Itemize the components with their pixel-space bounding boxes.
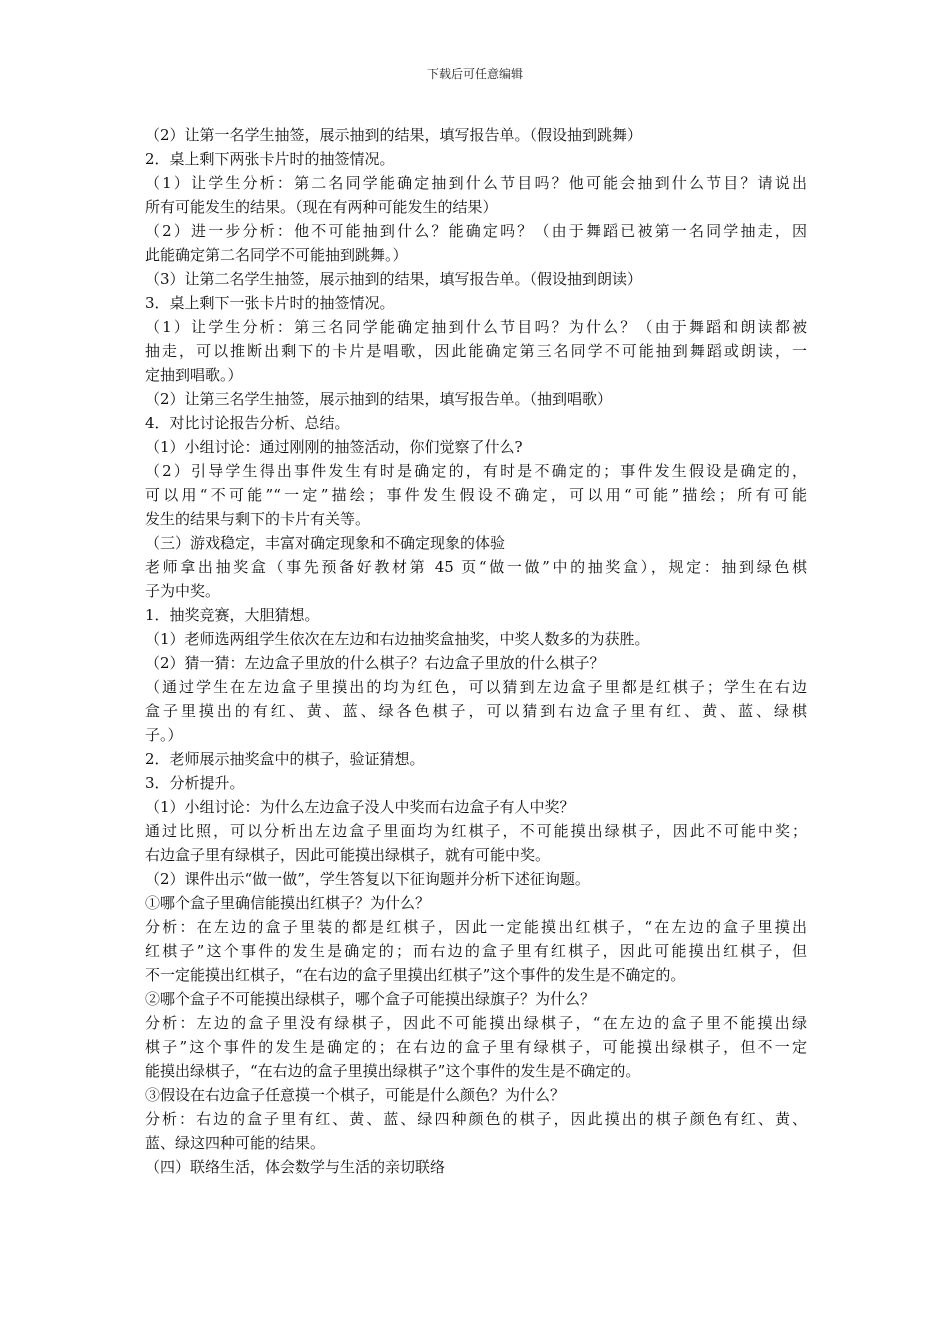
text-line: 通过比照，可以分析出左边盒子里面均为红棋子，不可能摸出绿棋子，因此不可能中奖； — [145, 822, 807, 840]
text-line: （2）课件出示“做一做”，学生答复以下征询题并分析下述征询题。 — [145, 870, 590, 888]
document-body — [145, 123, 807, 1179]
text-line: （1）小组讨论：为什么左边盒子没人中奖而右边盒子有人中奖？ — [145, 798, 575, 816]
text-line: （2）猜一猜：左边盒子里放的什么棋子？右边盒子里放的什么棋子？ — [145, 654, 605, 672]
text-line: 此能确定第二名同学不可能抽到跳舞。） — [145, 246, 408, 264]
text-line: 1．抽奖竞赛，大胆猜想。 — [145, 606, 320, 624]
text-line: 盒子里摸出的有红、黄、蓝、绿各色棋子，可以猜到右边盒子里有红、黄、蓝、绿棋 — [145, 702, 807, 720]
text-line: 子为中奖。 — [145, 582, 221, 600]
text-line: （1）老师选两组学生依次在左边和右边抽奖盒抽奖，中奖人数多的为获胜。 — [145, 630, 650, 648]
page-header: 下载后可任意编辑 — [426, 67, 523, 81]
text-line: 分析：右边的盒子里有红、黄、蓝、绿四种颜色的棋子，因此摸出的棋子颜色有红、黄、 — [145, 1110, 807, 1128]
text-line: 分析：在左边的盒子里装的都是红棋子，因此一定能摸出红棋子，“在左边的盒子里摸出 — [145, 918, 807, 936]
text-line: 子。） — [145, 726, 183, 744]
text-line: 所有可能发生的结果。（现在有两种可能发生的结果） — [145, 198, 498, 216]
text-line: 老师拿出抽奖盒（事先预备好教材第 45 页“做一做”中的抽奖盒），规定：抽到绿色棋 — [145, 558, 807, 576]
text-line: 3．桌上剩下一张卡片时的抽签情况。 — [145, 294, 395, 312]
text-line: 可以用“不可能”“一定”描绘；事件发生假设不确定，可以用“可能”描绘；所有可能 — [145, 486, 807, 504]
text-line: 右边盒子里有绿棋子，因此可能摸出绿棋子，就有可能中奖。 — [145, 846, 551, 864]
text-line: 蓝、绿这四种可能的结果。 — [145, 1134, 326, 1152]
text-line: （1）小组讨论：通过刚刚的抽签活动，你们觉察了什么? — [145, 438, 523, 456]
text-line: 发生的结果与剩下的卡片有关等。 — [145, 510, 371, 528]
text-line: ③假设在右边盒子任意摸一个棋子，可能是什么颜色？为什么？ — [145, 1086, 566, 1104]
text-line: （三）游戏稳定，丰富对确定现象和不确定现象的体验 — [145, 534, 506, 552]
text-line: （通过学生在左边盒子里摸出的均为红色，可以猜到左边盒子里都是红棋子；学生在右边 — [145, 678, 807, 696]
text-line: （1）让学生分析：第三名同学能确定抽到什么节目吗？为什么？（由于舞蹈和朗读都被 — [145, 318, 807, 336]
text-line: （2）引导学生得出事件发生有时是确定的，有时是不确定的；事件发生假设是确定的， — [145, 462, 807, 480]
text-line: 红棋子”这个事件的发生是确定的；而右边的盒子里有红棋子，因此可能摸出红棋子，但 — [145, 942, 807, 960]
text-line: 定抽到唱歌。） — [145, 366, 243, 384]
text-line: （2）让第三名学生抽签，展示抽到的结果，填写报告单。（抽到唱歌） — [145, 390, 613, 408]
text-line: 3．分析提升。 — [145, 774, 245, 792]
text-line: 棋子”这个事件的发生是确定的；在右边的盒子里有绿棋子，可能摸出绿棋子，但不一定 — [145, 1038, 807, 1056]
text-line: 4．对比讨论报告分析、总结。 — [145, 414, 350, 432]
text-line: （2）让第一名学生抽签，展示抽到的结果，填写报告单。（假设抽到跳舞） — [145, 126, 643, 144]
text-line: （2）进一步分析：他不可能抽到什么？能确定吗？（由于舞蹈已被第一名同学抽走，因 — [145, 222, 807, 240]
text-line: （3）让第二名学生抽签，展示抽到的结果，填写报告单。（假设抽到朗读） — [145, 270, 643, 288]
text-line: 2．桌上剩下两张卡片时的抽签情况。 — [145, 150, 395, 168]
text-line: 抽走，可以推断出剩下的卡片是唱歌，因此能确定第三名同学不可能抽到舞蹈或朗读，一 — [145, 342, 807, 360]
text-line: 能摸出绿棋子，“在右边的盒子里摸出绿棋子”这个事件的发生是不确定的。 — [145, 1062, 641, 1080]
text-line: （四）联络生活，体会数学与生活的亲切联络 — [145, 1158, 446, 1176]
text-line: 不一定能摸出红棋子，“在右边的盒子里摸出红棋子”这个事件的发生是不确定的。 — [145, 966, 686, 984]
text-line: ②哪个盒子不可能摸出绿棋子，哪个盒子可能摸出绿旗子？为什么？ — [145, 990, 596, 1008]
text-line: ①哪个盒子里确信能摸出红棋子？为什么？ — [145, 894, 431, 912]
text-line: 分析：左边的盒子里没有绿棋子，因此不可能摸出绿棋子，“在左边的盒子里不能摸出绿 — [145, 1014, 807, 1032]
text-line: 2．老师展示抽奖盒中的棋子，验证猜想。 — [145, 750, 425, 768]
text-line: （1）让学生分析：第二名同学能确定抽到什么节目吗？他可能会抽到什么节目？请说出 — [145, 174, 807, 192]
